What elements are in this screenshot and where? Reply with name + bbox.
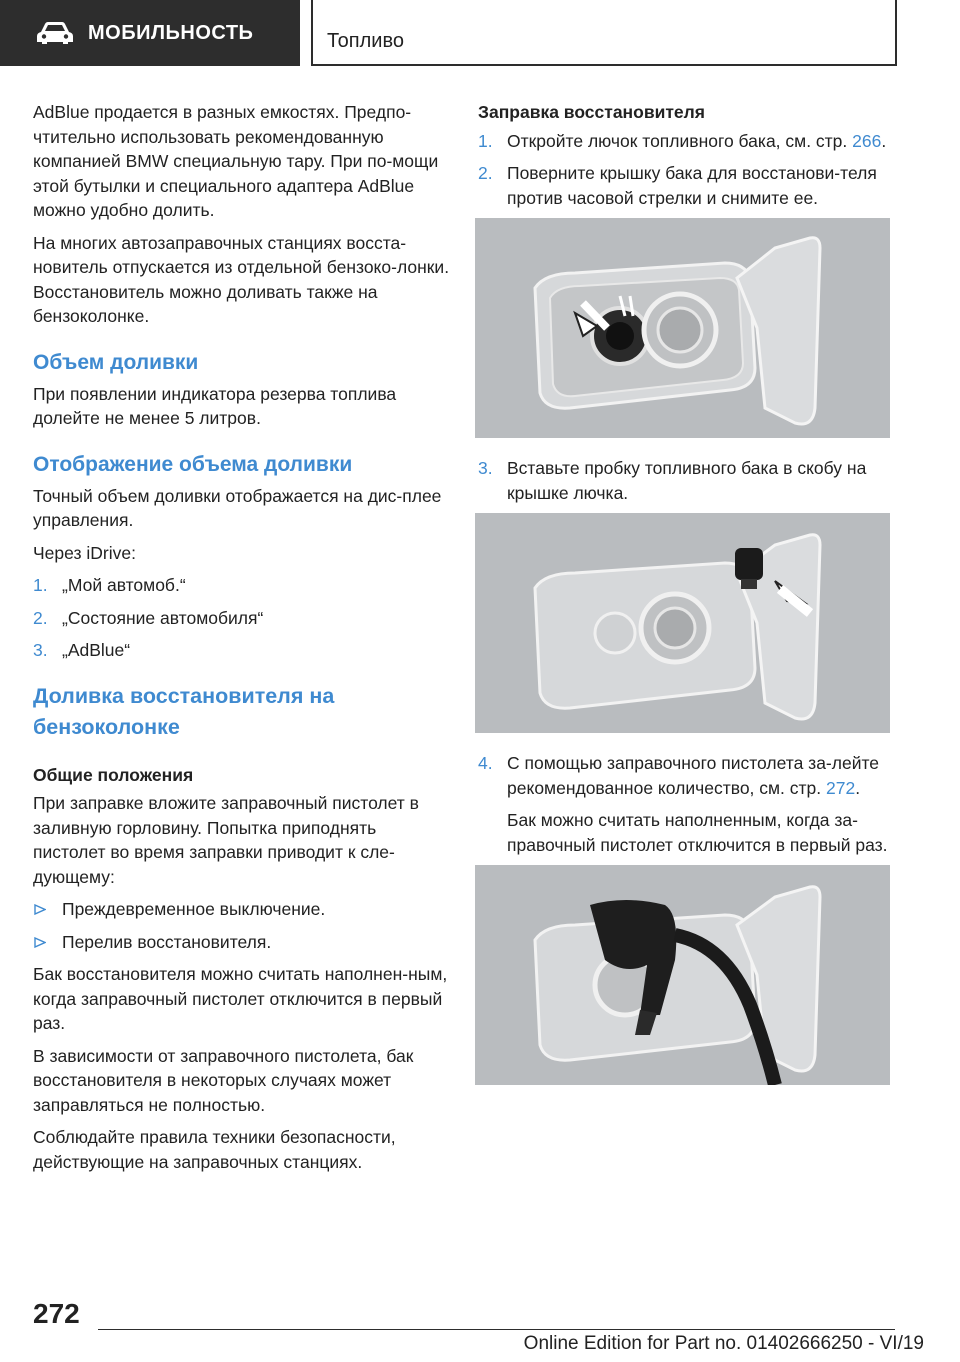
volume-text: При появлении индикатора резерва топлива долейте не менее 5 литров. (33, 383, 397, 428)
pump-availability-paragraph: На многих автозаправочных станциях восста-новитель отпускается из отдельной бензоко-лонки. Восстановитель можно доливать также на бензоколонке. (33, 232, 450, 326)
chapter-header (311, 0, 897, 66)
safety-text: Соблюдайте правила техники безопасности, действующие на заправочных станциях. (33, 1127, 396, 1172)
idrive-steps (33, 573, 451, 663)
triangle-bullet-icon (34, 937, 46, 948)
page-ref-link[interactable]: 272 (826, 777, 856, 798)
right-column (478, 100, 896, 1103)
intro-paragraph: AdBlue продается в разных емкостях. Предпо-чтительно использовать рекомендованную компанией BMW специальную тару. При по-мощи этой бутылки и специального адаптера AdBlue можно удобно долить. (33, 102, 439, 220)
edition-text: Online Edition for Part no. 01402666250 - VI/19 (523, 1333, 924, 1354)
figure-remove-cap (475, 218, 890, 438)
list-item: 2. Поверните крышку бака для восстанови-теля против часовой стрелки и снимите ее. (478, 163, 877, 208)
list-item: 2. „Состояние автомобиля“ (33, 607, 264, 628)
list-item: 1. „Мой автомоб.“ (33, 575, 186, 595)
refill-heading: Заправка восстановителя (478, 102, 705, 122)
display-heading: Отображение объема доливки (33, 452, 353, 476)
section-header (0, 0, 300, 66)
footer-divider (98, 1329, 895, 1330)
refill-steps-a (478, 129, 896, 211)
section-title: МОБИЛЬНОСТЬ (88, 21, 254, 44)
left-column (33, 100, 451, 1182)
list-item: Преждевременное выключение. (33, 897, 451, 922)
refill-steps-b (478, 456, 896, 505)
page-ref-link[interactable]: 266 (852, 130, 882, 151)
list-item: 3. Вставьте пробку топливного бака в скобу на крышке лючка. (478, 458, 867, 503)
volume-heading: Объем доливки (33, 350, 199, 374)
full-tank-text: Бак восстановителя можно считать наполнен-ным, когда заправочный пистолет отключится в первый раз. (33, 964, 448, 1033)
triangle-bullet-icon (34, 904, 46, 915)
step4-note: Бак можно считать наполненным, когда за-правочный пистолет отключится в первый раз. (507, 810, 888, 855)
page-number: 272 (33, 1298, 80, 1329)
figure-insert-plug (475, 513, 890, 733)
pistol-dependency-text: В зависимости от заправочного пистолета, бак восстановителя в некоторых случаях может заправляться не полностью. (33, 1045, 414, 1115)
chapter-title: Топливо (327, 30, 404, 52)
list-item: Перелив восстановителя. (33, 930, 451, 955)
general-heading: Общие положения (33, 764, 194, 785)
list-item: 3. „AdBlue“ (33, 640, 131, 660)
refill-steps-c (478, 751, 896, 857)
general-text: При заправке вложите заправочный пистолет в заливную горловину. Попытка приподнять пистолет во время заправки приводит к сле-дующему: (33, 793, 419, 887)
figure-fill-nozzle (475, 865, 890, 1085)
list-item: 1. Откройте лючок топливного бака, см. стр. 266. (478, 130, 887, 151)
via-idrive-label: Через iDrive: (33, 542, 136, 563)
car-icon (36, 21, 74, 45)
consequence-list (33, 897, 451, 954)
list-item: 4. С помощью заправочного пистолета за-лейте рекомендованное количество, см. стр. 272. Бак можно считать наполненным, когда за-правочный пистолет отключится в первый раз. (478, 751, 896, 857)
pump-refill-heading: Доливка восстановителя на бензоколонке (33, 683, 335, 739)
display-text: Точный объем доливки отображается на дис-плее управления. (33, 485, 442, 530)
